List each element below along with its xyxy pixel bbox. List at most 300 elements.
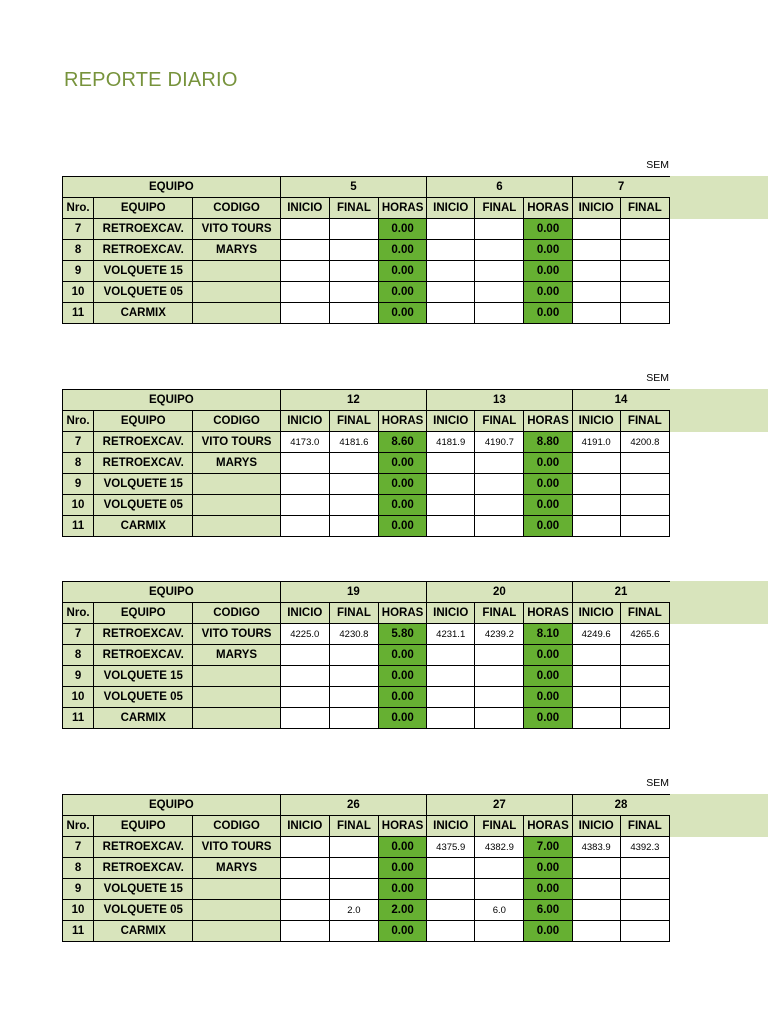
equipment-code: VITO TOURS — [193, 837, 280, 858]
row-number: 7 — [63, 219, 94, 240]
inicio-value — [427, 303, 475, 324]
equipment-code — [193, 261, 280, 282]
final-value — [329, 837, 378, 858]
equipo-group-header: EQUIPO — [63, 390, 281, 411]
table-row — [63, 858, 670, 879]
col-header-nro: Nro. — [63, 816, 94, 837]
col-header-inicio: INICIO — [427, 198, 475, 219]
col-header-final: FINAL — [475, 816, 524, 837]
horas-value: 0.00 — [524, 879, 572, 900]
inicio-value — [280, 240, 329, 261]
col-header-equipo: EQUIPO — [94, 603, 193, 624]
row-number: 9 — [63, 474, 94, 495]
horas-value: 0.00 — [379, 261, 427, 282]
inicio-value — [427, 858, 475, 879]
inicio-value — [572, 495, 620, 516]
final-value — [620, 219, 669, 240]
inicio-value — [572, 666, 620, 687]
inicio-value — [427, 516, 475, 537]
final-value — [620, 474, 669, 495]
final-value — [475, 453, 524, 474]
col-header-inicio: INICIO — [280, 198, 329, 219]
horas-value: 0.00 — [378, 708, 426, 729]
row-number: 8 — [63, 453, 94, 474]
inicio-value — [280, 666, 329, 687]
equipment-name: RETROEXCAV. — [94, 219, 193, 240]
horas-value: 0.00 — [378, 879, 426, 900]
report-title: REPORTE DIARIO — [64, 69, 238, 91]
equipment-code — [193, 516, 280, 537]
daily-report-block — [62, 564, 768, 734]
inicio-value — [572, 900, 620, 921]
col-header-final: FINAL — [620, 411, 669, 432]
equipment-code — [193, 666, 280, 687]
final-value — [329, 240, 378, 261]
col-header-inicio: INICIO — [280, 603, 329, 624]
equipment-name: VOLQUETE 15 — [94, 474, 193, 495]
inicio-value — [427, 921, 475, 942]
row-number: 10 — [63, 495, 94, 516]
col-header-nro: Nro. — [63, 411, 94, 432]
col-header-final: FINAL — [475, 198, 524, 219]
inicio-value — [572, 261, 620, 282]
equipment-hours-table — [62, 581, 670, 729]
final-value — [475, 303, 524, 324]
day-header: 27 — [427, 795, 572, 816]
row-number: 9 — [63, 261, 94, 282]
col-header-horas: HORAS — [378, 816, 426, 837]
day-header: 19 — [280, 582, 426, 603]
horas-value: 0.00 — [524, 858, 572, 879]
inicio-value — [572, 453, 620, 474]
inicio-value — [427, 645, 475, 666]
col-header-horas: HORAS — [524, 603, 572, 624]
final-value: 4181.6 — [329, 432, 378, 453]
final-value — [620, 240, 669, 261]
equipment-name: RETROEXCAV. — [94, 624, 193, 645]
final-value — [620, 453, 669, 474]
horas-value: 0.00 — [524, 282, 572, 303]
equipment-code — [193, 708, 280, 729]
col-header-horas: HORAS — [378, 411, 426, 432]
inicio-value — [280, 708, 329, 729]
inicio-value — [572, 303, 620, 324]
row-number: 10 — [63, 900, 94, 921]
inicio-value: 4191.0 — [572, 432, 620, 453]
table-row — [63, 624, 670, 645]
horas-value: 0.00 — [524, 303, 572, 324]
row-number: 10 — [63, 282, 94, 303]
col-header-final: FINAL — [475, 411, 524, 432]
equipo-group-header: EQUIPO — [63, 177, 281, 198]
horas-value: 0.00 — [524, 666, 572, 687]
row-number: 11 — [63, 516, 94, 537]
day-header: 6 — [427, 177, 572, 198]
equipment-code: VITO TOURS — [193, 219, 280, 240]
day-header: 20 — [427, 582, 572, 603]
final-value — [475, 240, 524, 261]
row-number: 11 — [63, 921, 94, 942]
inicio-value — [280, 453, 329, 474]
final-value — [329, 453, 378, 474]
col-header-equipo: EQUIPO — [94, 411, 193, 432]
col-header-horas: HORAS — [524, 816, 572, 837]
col-header-inicio: INICIO — [572, 816, 620, 837]
equipment-name: VOLQUETE 05 — [94, 495, 193, 516]
table-row — [63, 453, 670, 474]
equipment-code — [193, 282, 280, 303]
equipo-group-header: EQUIPO — [63, 582, 281, 603]
final-value — [620, 516, 669, 537]
horas-value: 8.10 — [524, 624, 572, 645]
horas-value: 0.00 — [379, 219, 427, 240]
inicio-value — [427, 240, 475, 261]
week-label: SEM — [646, 777, 669, 789]
final-value — [620, 879, 669, 900]
table-row — [63, 708, 670, 729]
inicio-value — [280, 261, 329, 282]
inicio-value — [572, 858, 620, 879]
final-value — [329, 474, 378, 495]
table-row — [63, 495, 670, 516]
equipment-code — [193, 921, 280, 942]
final-value: 4239.2 — [475, 624, 524, 645]
col-header-final: FINAL — [620, 816, 669, 837]
col-header-inicio: INICIO — [280, 411, 329, 432]
inicio-value — [572, 516, 620, 537]
col-header-inicio: INICIO — [280, 816, 329, 837]
day-header: 12 — [280, 390, 426, 411]
inicio-value — [427, 900, 475, 921]
horas-value: 0.00 — [379, 240, 427, 261]
inicio-value — [427, 474, 475, 495]
horas-value: 0.00 — [378, 474, 426, 495]
col-header-final: FINAL — [329, 816, 378, 837]
final-value — [475, 516, 524, 537]
equipment-name: RETROEXCAV. — [94, 432, 193, 453]
inicio-value — [280, 219, 329, 240]
table-row — [63, 687, 670, 708]
final-value — [329, 666, 378, 687]
horas-value: 0.00 — [524, 240, 572, 261]
day-header: 21 — [572, 582, 669, 603]
col-header-inicio: INICIO — [427, 411, 475, 432]
horas-value: 0.00 — [524, 921, 572, 942]
table-row — [63, 837, 670, 858]
final-value — [620, 708, 669, 729]
final-value — [620, 303, 669, 324]
day-header: 14 — [572, 390, 669, 411]
inicio-value — [280, 687, 329, 708]
equipment-name: CARMIX — [94, 921, 193, 942]
table-row — [63, 516, 670, 537]
horas-value: 0.00 — [378, 921, 426, 942]
equipment-name: VOLQUETE 05 — [94, 687, 193, 708]
final-value — [329, 261, 378, 282]
inicio-value — [280, 516, 329, 537]
horas-value: 5.80 — [378, 624, 426, 645]
final-value: 4200.8 — [620, 432, 669, 453]
inicio-value: 4181.9 — [427, 432, 475, 453]
equipment-name: VOLQUETE 15 — [94, 261, 193, 282]
horas-value: 0.00 — [524, 474, 572, 495]
inicio-value — [427, 879, 475, 900]
row-number: 7 — [63, 432, 94, 453]
equipment-name: RETROEXCAV. — [94, 837, 193, 858]
header-band-overflow — [669, 794, 768, 837]
horas-value: 0.00 — [524, 687, 572, 708]
horas-value: 0.00 — [378, 837, 426, 858]
horas-value: 0.00 — [524, 495, 572, 516]
equipment-code: MARYS — [193, 240, 280, 261]
col-header-inicio: INICIO — [572, 198, 620, 219]
row-number: 7 — [63, 837, 94, 858]
final-value — [329, 858, 378, 879]
horas-value: 0.00 — [379, 282, 427, 303]
horas-value: 0.00 — [524, 453, 572, 474]
table-row — [63, 645, 670, 666]
inicio-value — [427, 261, 475, 282]
final-value — [475, 645, 524, 666]
final-value — [620, 261, 669, 282]
col-header-horas: HORAS — [524, 198, 572, 219]
col-header-horas: HORAS — [379, 198, 427, 219]
inicio-value — [280, 921, 329, 942]
inicio-value — [572, 219, 620, 240]
inicio-value — [280, 474, 329, 495]
equipment-hours-table — [62, 176, 670, 324]
col-header-final: FINAL — [475, 603, 524, 624]
equipment-hours-table — [62, 794, 670, 942]
header-band-overflow — [669, 389, 768, 432]
header-band-overflow — [669, 581, 768, 624]
equipment-code — [193, 495, 280, 516]
final-value — [620, 666, 669, 687]
final-value — [475, 474, 524, 495]
col-header-horas: HORAS — [524, 411, 572, 432]
final-value — [329, 708, 378, 729]
equipment-name: VOLQUETE 05 — [94, 900, 193, 921]
final-value — [329, 303, 378, 324]
inicio-value: 4375.9 — [427, 837, 475, 858]
inicio-value — [280, 645, 329, 666]
equipment-code: VITO TOURS — [193, 624, 280, 645]
equipment-code — [193, 879, 280, 900]
horas-value: 0.00 — [378, 645, 426, 666]
col-header-codigo: CODIGO — [193, 411, 280, 432]
col-header-codigo: CODIGO — [193, 816, 280, 837]
table-row — [63, 240, 670, 261]
equipment-code: VITO TOURS — [193, 432, 280, 453]
col-header-inicio: INICIO — [427, 816, 475, 837]
row-number: 11 — [63, 708, 94, 729]
final-value — [475, 261, 524, 282]
table-row — [63, 432, 670, 453]
inicio-value: 4173.0 — [280, 432, 329, 453]
equipment-code: MARYS — [193, 645, 280, 666]
day-header: 26 — [280, 795, 426, 816]
inicio-value: 4249.6 — [572, 624, 620, 645]
horas-value: 0.00 — [378, 687, 426, 708]
col-header-final: FINAL — [329, 411, 378, 432]
day-header: 7 — [572, 177, 669, 198]
row-number: 7 — [63, 624, 94, 645]
inicio-value — [572, 645, 620, 666]
col-header-equipo: EQUIPO — [94, 816, 193, 837]
equipment-code — [193, 474, 280, 495]
col-header-inicio: INICIO — [572, 411, 620, 432]
equipment-name: RETROEXCAV. — [94, 858, 193, 879]
final-value: 6.0 — [475, 900, 524, 921]
table-row — [63, 303, 670, 324]
inicio-value — [572, 921, 620, 942]
final-value: 4190.7 — [475, 432, 524, 453]
equipment-name: RETROEXCAV. — [94, 240, 193, 261]
final-value — [329, 921, 378, 942]
horas-value: 0.00 — [379, 303, 427, 324]
horas-value: 6.00 — [524, 900, 572, 921]
horas-value: 0.00 — [378, 666, 426, 687]
table-row — [63, 261, 670, 282]
final-value — [475, 495, 524, 516]
final-value — [475, 708, 524, 729]
col-header-codigo: CODIGO — [193, 198, 280, 219]
day-header: 5 — [280, 177, 426, 198]
inicio-value — [427, 219, 475, 240]
col-header-equipo: EQUIPO — [94, 198, 193, 219]
final-value — [475, 666, 524, 687]
row-number: 8 — [63, 645, 94, 666]
table-row — [63, 474, 670, 495]
row-number: 8 — [63, 858, 94, 879]
final-value — [329, 645, 378, 666]
equipment-name: CARMIX — [94, 516, 193, 537]
inicio-value — [280, 879, 329, 900]
inicio-value — [572, 282, 620, 303]
final-value — [475, 858, 524, 879]
inicio-value: 4231.1 — [427, 624, 475, 645]
day-header: 28 — [572, 795, 669, 816]
inicio-value — [572, 708, 620, 729]
final-value: 4230.8 — [329, 624, 378, 645]
inicio-value — [427, 453, 475, 474]
horas-value: 8.80 — [524, 432, 572, 453]
horas-value: 0.00 — [524, 219, 572, 240]
table-row — [63, 666, 670, 687]
row-number: 9 — [63, 879, 94, 900]
final-value: 4265.6 — [620, 624, 669, 645]
horas-value: 0.00 — [524, 261, 572, 282]
equipment-code — [193, 687, 280, 708]
inicio-value — [280, 303, 329, 324]
horas-value: 0.00 — [378, 453, 426, 474]
row-number: 11 — [63, 303, 94, 324]
table-row — [63, 282, 670, 303]
horas-value: 2.00 — [378, 900, 426, 921]
final-value — [620, 687, 669, 708]
inicio-value — [280, 495, 329, 516]
col-header-final: FINAL — [329, 603, 378, 624]
table-row — [63, 921, 670, 942]
inicio-value — [427, 666, 475, 687]
horas-value: 0.00 — [524, 708, 572, 729]
col-header-codigo: CODIGO — [193, 603, 280, 624]
inicio-value — [427, 708, 475, 729]
final-value — [475, 687, 524, 708]
col-header-final: FINAL — [620, 603, 669, 624]
table-row — [63, 219, 670, 240]
equipment-name: RETROEXCAV. — [94, 645, 193, 666]
inicio-value — [280, 858, 329, 879]
inicio-value — [572, 240, 620, 261]
final-value: 2.0 — [329, 900, 378, 921]
inicio-value — [280, 900, 329, 921]
horas-value: 8.60 — [378, 432, 426, 453]
final-value — [620, 900, 669, 921]
final-value — [475, 282, 524, 303]
final-value: 4392.3 — [620, 837, 669, 858]
inicio-value — [427, 495, 475, 516]
final-value — [475, 219, 524, 240]
final-value — [475, 921, 524, 942]
horas-value: 0.00 — [378, 858, 426, 879]
col-header-nro: Nro. — [63, 603, 94, 624]
col-header-final: FINAL — [620, 198, 669, 219]
equipment-name: VOLQUETE 15 — [94, 666, 193, 687]
header-band-overflow — [669, 176, 768, 219]
table-row — [63, 900, 670, 921]
col-header-nro: Nro. — [63, 198, 94, 219]
inicio-value: 4383.9 — [572, 837, 620, 858]
final-value — [620, 858, 669, 879]
horas-value: 7.00 — [524, 837, 572, 858]
equipment-name: CARMIX — [94, 303, 193, 324]
equipment-name: RETROEXCAV. — [94, 453, 193, 474]
row-number: 9 — [63, 666, 94, 687]
daily-report-block — [62, 159, 768, 329]
daily-report-block — [62, 777, 768, 947]
final-value — [329, 879, 378, 900]
final-value — [475, 879, 524, 900]
inicio-value — [572, 474, 620, 495]
inicio-value — [280, 282, 329, 303]
final-value — [329, 495, 378, 516]
horas-value: 0.00 — [524, 645, 572, 666]
week-label: SEM — [646, 372, 669, 384]
row-number: 10 — [63, 687, 94, 708]
week-label: SEM — [646, 159, 669, 171]
final-value — [620, 921, 669, 942]
final-value — [329, 516, 378, 537]
day-header: 13 — [427, 390, 572, 411]
inicio-value: 4225.0 — [280, 624, 329, 645]
table-row — [63, 879, 670, 900]
final-value — [620, 495, 669, 516]
equipment-code — [193, 900, 280, 921]
final-value — [329, 687, 378, 708]
inicio-value — [572, 687, 620, 708]
horas-value: 0.00 — [524, 516, 572, 537]
horas-value: 0.00 — [378, 495, 426, 516]
equipment-name: VOLQUETE 05 — [94, 282, 193, 303]
inicio-value — [280, 837, 329, 858]
col-header-final: FINAL — [329, 198, 378, 219]
final-value — [620, 645, 669, 666]
daily-report-block — [62, 372, 768, 542]
col-header-inicio: INICIO — [572, 603, 620, 624]
inicio-value — [427, 282, 475, 303]
inicio-value — [427, 687, 475, 708]
